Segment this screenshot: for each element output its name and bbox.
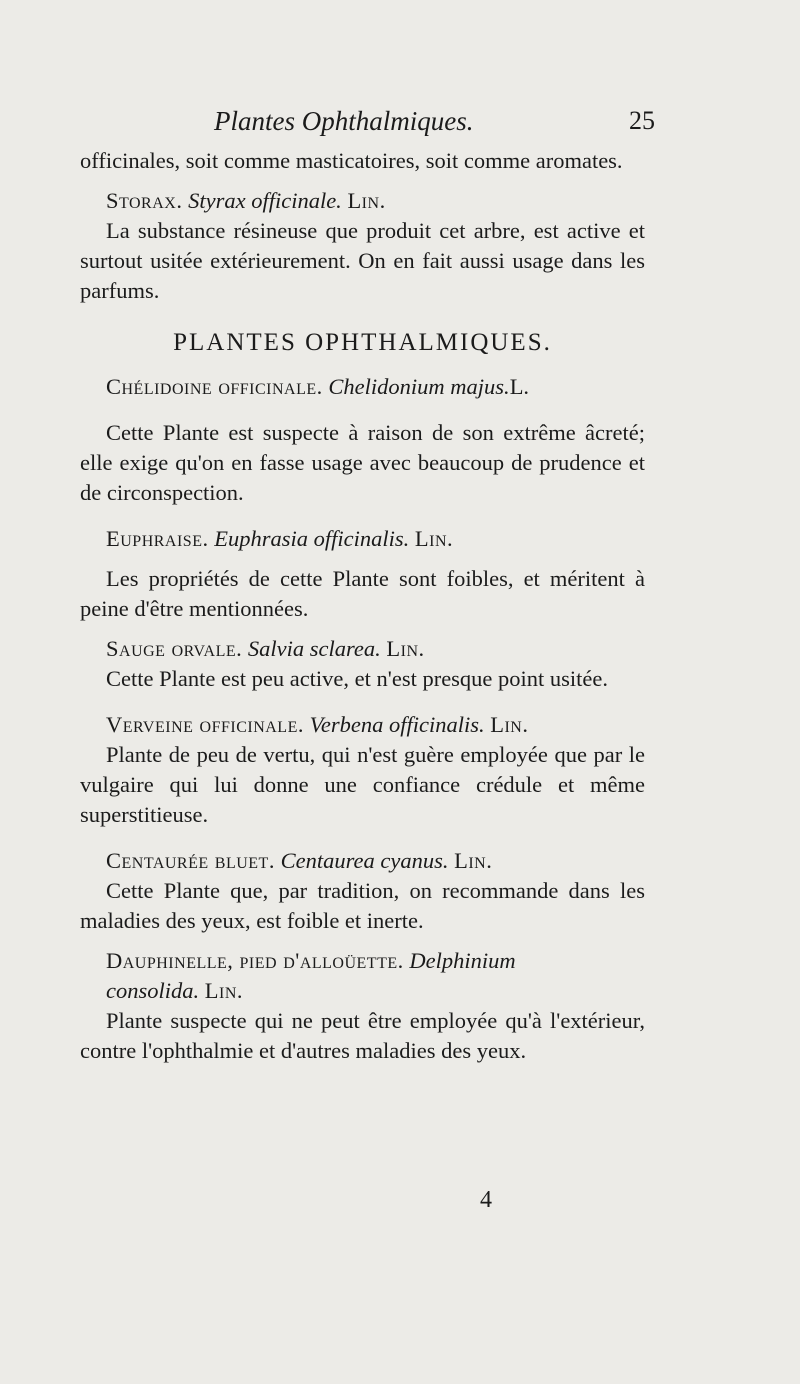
- author-abbrev: Lin.: [414, 526, 454, 551]
- latin-name: Styrax officinale.: [188, 188, 342, 213]
- latin-name: Centaurea cyanus.: [280, 848, 449, 873]
- author-abbrev: L.: [509, 374, 530, 399]
- paragraph-euphraise: Les propriétés de cette Plante sont foibles, et méritent à peine d'être mentionnées.: [80, 566, 645, 621]
- entry-sauge: [80, 634, 645, 664]
- plant-name: Dauphinelle, pied d'alloüette.: [106, 948, 404, 973]
- paragraph-centauree: Cette Plante que, par tradition, on recommande dans les maladies des yeux, est foible et inerte.: [80, 878, 645, 933]
- paragraph-chelidoine: Cette Plante est suspecte à raison de son extrême âcreté; elle exige qu'on en fasse usage avec beaucoup de prudence et de circonspection.: [80, 420, 645, 505]
- plant-name: Storax.: [106, 188, 183, 213]
- entry-euphraise: [80, 524, 645, 554]
- paragraph-storax: La substance résineuse que produit cet arbre, est active et surtout usitée extérieurement. On en fait aussi usage dans les parfums.: [80, 218, 645, 303]
- plant-name: Verveine officinale.: [106, 712, 304, 737]
- entry-centauree: [80, 846, 645, 876]
- entry-dauphinelle-continued: [80, 976, 645, 1006]
- entry-verveine: [80, 710, 645, 740]
- author-abbrev: Lin.: [347, 188, 386, 213]
- author-abbrev: Lin.: [386, 636, 425, 661]
- entry-chelidoine: [80, 372, 645, 402]
- plant-name: Euphraise.: [106, 526, 209, 551]
- section-title: PLANTES OPHTHALMIQUES.: [173, 329, 552, 356]
- entry-storax: [80, 186, 645, 216]
- latin-name: Euphrasia officinalis.: [214, 526, 410, 551]
- plant-name: Sauge orvale.: [106, 636, 243, 661]
- plant-name: Centaurée bluet.: [106, 848, 275, 873]
- paragraph-sauge: Cette Plante est peu active, et n'est presque point usitée.: [106, 666, 609, 691]
- signature-mark: 4: [480, 1187, 492, 1213]
- entry-dauphinelle: [80, 946, 645, 976]
- plant-name: Chélidoine officinale.: [106, 374, 323, 399]
- paragraph-verveine: Plante de peu de vertu, qui n'est guère employée que par le vulgaire qui lui donne une confiance crédule et même superstitieuse.: [80, 742, 645, 827]
- running-title: Plantes Ophthalmiques.: [214, 106, 474, 136]
- latin-name: Verbena officinalis.: [309, 712, 485, 737]
- latin-name: Salvia sclarea.: [247, 636, 381, 661]
- latin-name-part1: Delphinium: [409, 948, 516, 973]
- author-abbrev: Lin.: [490, 712, 529, 737]
- page-number: 25: [629, 106, 655, 135]
- page-body: [80, 146, 645, 1066]
- author-abbrev: Lin.: [454, 848, 493, 873]
- paragraph-dauphinelle: Plante suspecte qui ne peut être employée qu'à l'extérieur, contre l'ophthalmie et d'autres maladies des yeux.: [80, 1008, 645, 1063]
- latin-name-part2: consolida.: [106, 978, 200, 1003]
- paragraph-aromates: officinales, soit comme masticatoires, soit comme aromates.: [80, 148, 623, 173]
- page-header: [80, 106, 655, 146]
- latin-name: Chelidonium majus.: [328, 374, 510, 399]
- author-abbrev: Lin.: [204, 978, 244, 1003]
